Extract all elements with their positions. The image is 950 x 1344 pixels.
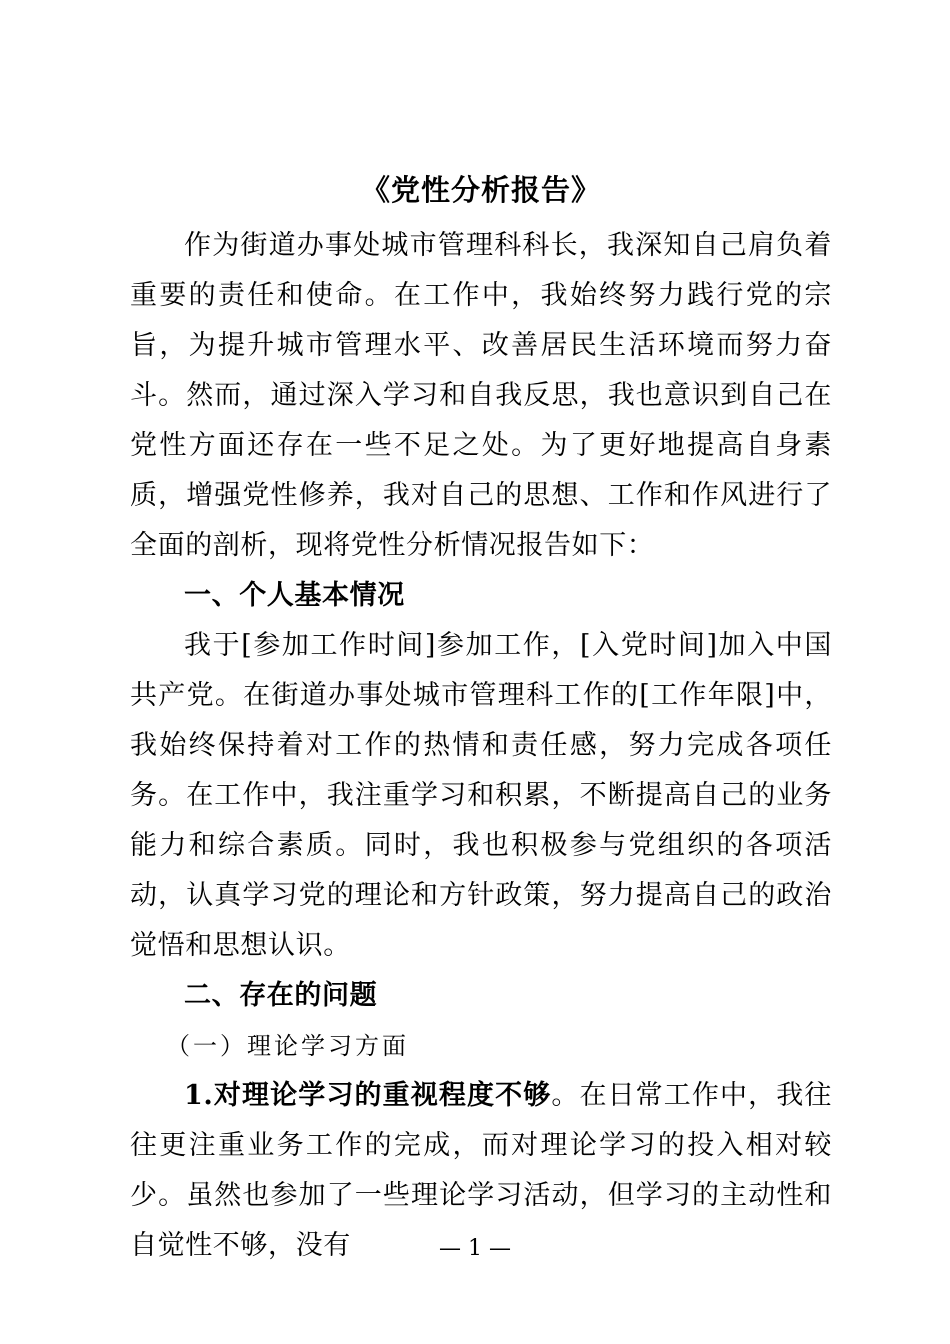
- page-number: — 1 —: [439, 1236, 511, 1261]
- item-body-text: 。在日常工作中，我往往更注重业务工作的完成，而对理论学习的投入相对较少。虽然也参加了一些理论学习活动，但学习的主动性和自觉性不够，没有: [130, 1080, 832, 1261]
- intro-paragraph: 作为街道办事处城市管理科科长，我深知自己肩负着重要的责任和使命。在工作中，我始终努力践行党的宗旨，为提升城市管理水平、改善居民生活环境而努力奋斗。然而，通过深入学习和自我反思，我也意识到自己在党性方面还存在一些不足之处。为了更好地提高自身素质，增强党性修养，我对自己的思想、工作和作风进行了全面的剖析，现将党性分析情况报告如下：: [130, 230, 832, 561]
- item-lead-text: 1.对理论学习的重视程度不够: [184, 1080, 552, 1111]
- basic-info-paragraph: 我于[参加工作时间]参加工作，[入党时间]加入中国共产党。在街道办事处城市管理科工作的[工作年限]中，我始终保持着对工作的热情和责任感，努力完成各项任务。在工作中，我注重学习和积累，不断提高自己的业务能力和综合素质。同时，我也积极参与党组织的各项活动，认真学习党的理论和方针政策，努力提高自己的政治觉悟和思想认识。: [130, 630, 832, 961]
- document-page: [130, 170, 832, 1271]
- section-heading-basic-info: 一、个人基本情况: [184, 580, 405, 611]
- document-title: 《党性分析报告》: [360, 173, 601, 207]
- subheading-theory-study: （一）理论学习方面: [166, 1032, 409, 1060]
- section-heading-problems: 二、存在的问题: [184, 980, 378, 1011]
